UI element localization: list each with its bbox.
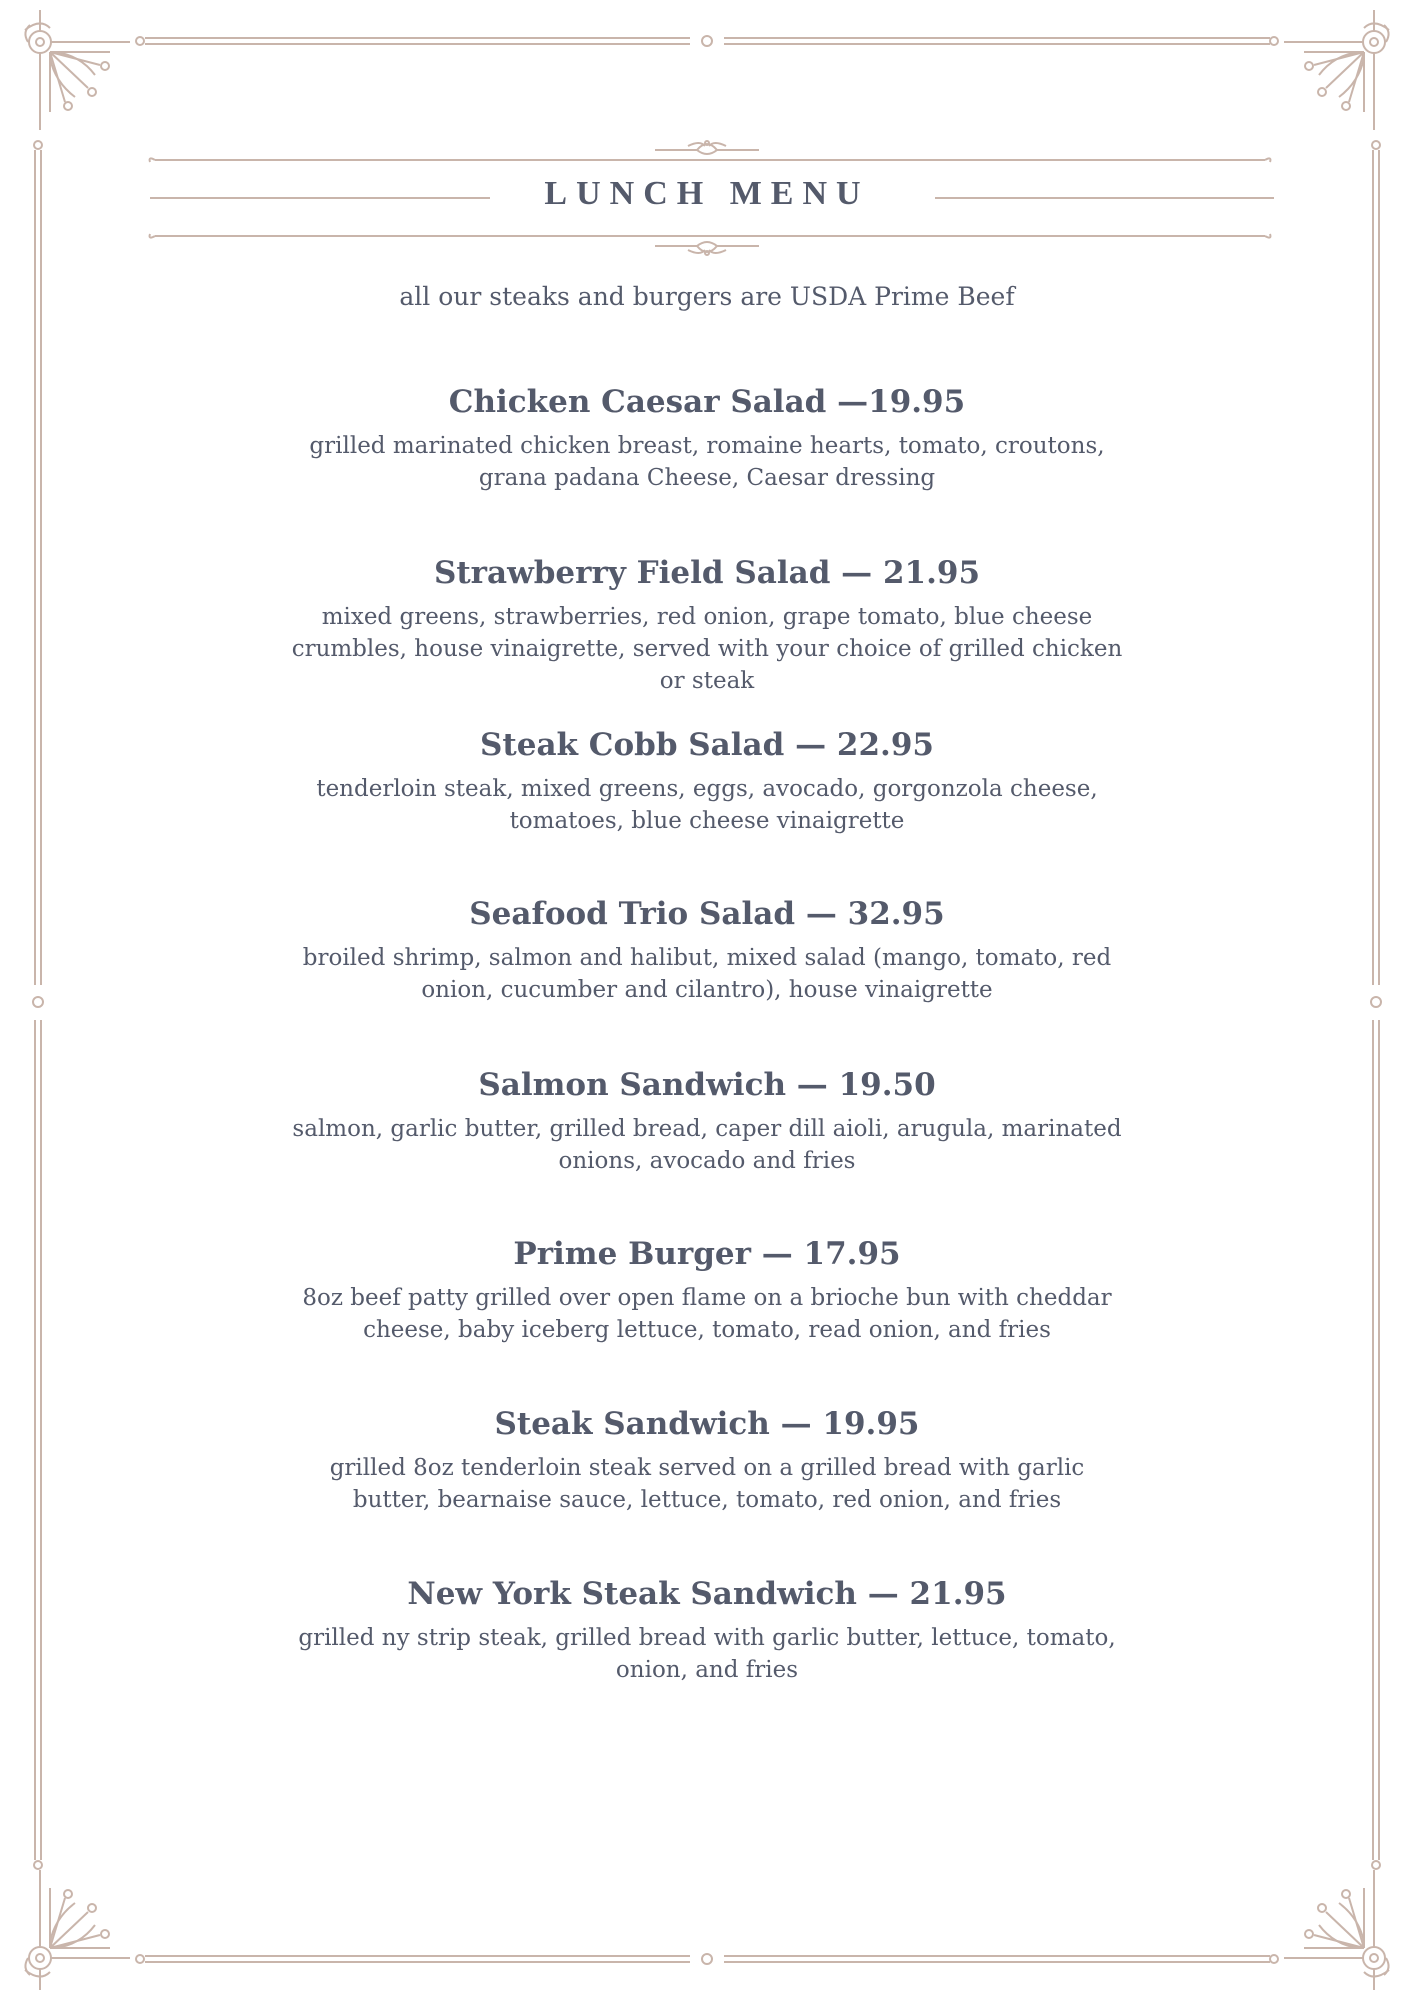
menu-item <box>260 894 1154 1006</box>
menu-item <box>260 553 1154 697</box>
menu-item-name: Prime Burger — 17.95 <box>513 1236 901 1272</box>
menu-item-description: grilled marinated chicken breast, romaine hearts, tomato, croutons, grana padana Cheese, Caesar dressing <box>309 433 1105 491</box>
menu-item-description: mixed greens, strawberries, red onion, grape tomato, blue cheese crumbles, house vinaigrette, served with your choice of grilled chicken or steak <box>291 604 1123 694</box>
menu-subtitle: all our steaks and burgers are USDA Prime Beef <box>399 282 1015 311</box>
menu-item <box>260 1574 1154 1686</box>
menu-item-name: Salmon Sandwich — 19.50 <box>478 1067 936 1103</box>
menu-item <box>260 1065 1154 1177</box>
menu-item-description: broiled shrimp, salmon and halibut, mixed salad (mango, tomato, red onion, cucumber and cilantro), house vinaigrette <box>302 945 1112 1003</box>
menu-item-description: grilled ny strip steak, grilled bread with garlic butter, lettuce, tomato, onion, and fries <box>298 1625 1116 1683</box>
menu-item-description: grilled 8oz tenderloin steak served on a grilled bread with garlic butter, bearnaise sauce, lettuce, tomato, red onion, and fries <box>329 1455 1085 1513</box>
menu-item-description: 8oz beef patty grilled over open flame on a brioche bun with cheddar cheese, baby iceberg lettuce, tomato, read onion, and fries <box>302 1285 1112 1343</box>
menu-item-name: Seafood Trio Salad — 32.95 <box>469 896 945 932</box>
menu-item-description: salmon, garlic butter, grilled bread, caper dill aioli, arugula, marinated onions, avocado and fries <box>292 1116 1122 1174</box>
menu-item-name: Steak Sandwich — 19.95 <box>494 1406 920 1442</box>
menu-item <box>260 382 1154 494</box>
menu-title: LUNCH MENU <box>544 175 870 212</box>
menu-item-name: Steak Cobb Salad — 22.95 <box>480 727 934 763</box>
menu-item <box>260 725 1154 837</box>
menu-item-name: Strawberry Field Salad — 21.95 <box>433 555 981 591</box>
menu-item-name: Chicken Caesar Salad —19.95 <box>448 384 966 420</box>
menu-item-name: New York Steak Sandwich — 21.95 <box>407 1576 1007 1612</box>
menu-item-description: tenderloin steak, mixed greens, eggs, avocado, gorgonzola cheese, tomatoes, blue cheese vinaigrette <box>316 776 1098 834</box>
menu-item <box>260 1234 1154 1346</box>
menu-item <box>260 1404 1154 1516</box>
